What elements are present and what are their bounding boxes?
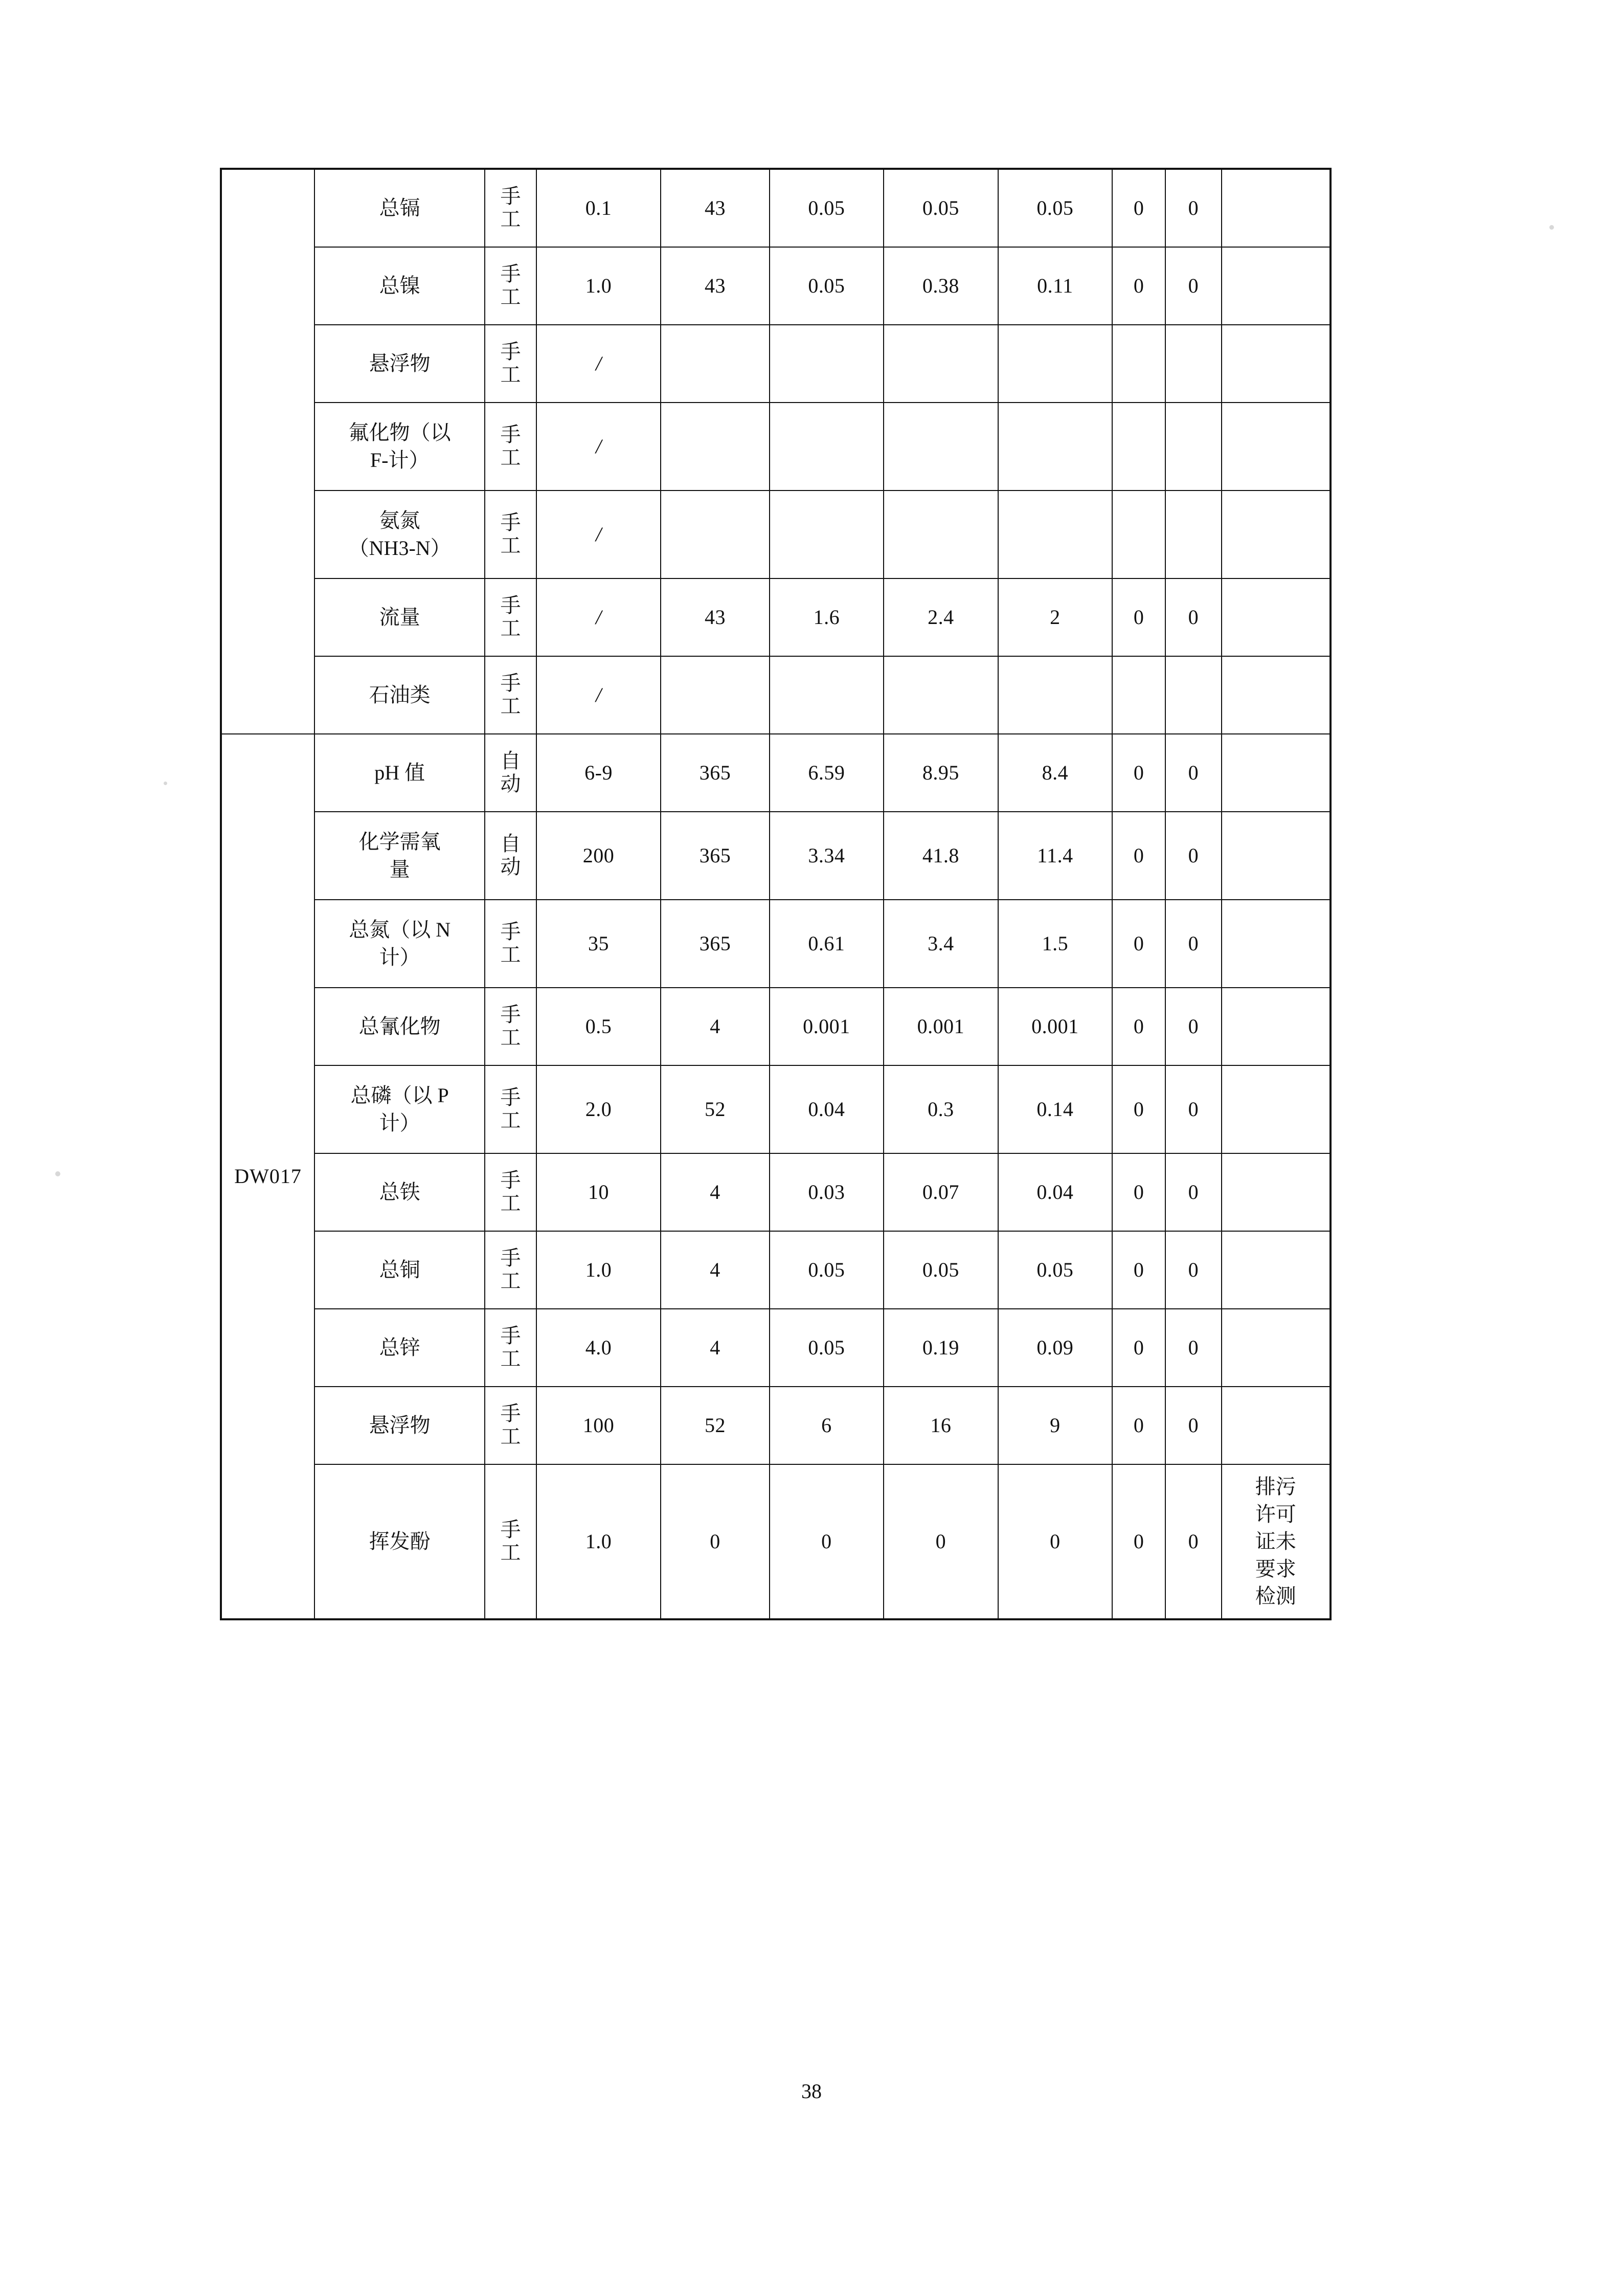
monitoring-results-table-wrapper <box>221 169 1331 1619</box>
min-value-cell: 6 <box>770 1387 884 1464</box>
remark-cell <box>1222 247 1330 325</box>
monitoring-method-cell <box>485 900 536 988</box>
monitoring-method-cell <box>485 734 536 812</box>
max-value-cell <box>884 403 998 491</box>
remark-cell <box>1222 1231 1330 1309</box>
max-value-cell: 8.95 <box>884 734 998 812</box>
monitoring-days-cell: 52 <box>661 1065 769 1153</box>
permit-limit-cell: 100 <box>536 1387 661 1464</box>
monitoring-days-cell <box>661 403 769 491</box>
pollutant-name-line: 计） <box>379 1111 420 1134</box>
monitoring-method-cell <box>485 1231 536 1309</box>
exceed-count-cell <box>1112 403 1165 491</box>
monitoring-method-cell <box>485 491 536 578</box>
table-row <box>221 1464 1330 1619</box>
remark-cell <box>1222 656 1330 734</box>
permit-limit-cell: / <box>536 403 661 491</box>
max-value-cell: 0.38 <box>884 247 998 325</box>
method-char: 手 <box>500 1003 521 1027</box>
table-row <box>221 247 1330 325</box>
monitoring-method-vertical-text <box>485 263 536 309</box>
exceed-rate-cell: 0 <box>1165 1464 1222 1619</box>
remark-line: 排污 <box>1255 1475 1296 1499</box>
pollutant-name-line: 总磷（以 P <box>350 1084 449 1107</box>
exceed-count-cell <box>1112 491 1165 578</box>
permit-limit-cell: / <box>536 491 661 578</box>
monitoring-method-cell <box>485 1387 536 1464</box>
min-value-cell: 0.05 <box>770 169 884 247</box>
pollutant-name-cell: 总锌 <box>314 1309 485 1387</box>
scan-speck <box>55 1171 60 1176</box>
method-char: 手 <box>500 1086 521 1109</box>
monitoring-days-cell: 4 <box>661 988 769 1065</box>
monitoring-method-vertical-text <box>485 1402 536 1448</box>
table-body <box>221 169 1330 1619</box>
min-value-cell: 0.05 <box>770 247 884 325</box>
table-row <box>221 656 1330 734</box>
pollutant-name-line: 量 <box>389 858 410 881</box>
remark-cell <box>1222 900 1330 988</box>
remark-cell <box>1222 403 1330 491</box>
exceed-rate-cell: 0 <box>1165 1387 1222 1464</box>
pollutant-name-cell: 石油类 <box>314 656 485 734</box>
monitoring-method-vertical-text <box>485 672 536 718</box>
remark-cell <box>1222 325 1330 403</box>
min-value-cell <box>770 491 884 578</box>
exceed-count-cell <box>1112 656 1165 734</box>
exceed-rate-cell <box>1165 403 1222 491</box>
table-row <box>221 1387 1330 1464</box>
min-value-cell: 0 <box>770 1464 884 1619</box>
pollutant-name-line: 氟化物（以 <box>348 421 451 444</box>
average-value-cell: 0.14 <box>998 1065 1113 1153</box>
monitoring-days-cell: 43 <box>661 247 769 325</box>
monitoring-days-cell: 52 <box>661 1387 769 1464</box>
remark-cell <box>1222 578 1330 656</box>
permit-limit-cell: / <box>536 656 661 734</box>
method-char: 手 <box>500 185 521 208</box>
monitoring-days-cell <box>661 491 769 578</box>
monitoring-method-vertical-text <box>485 185 536 231</box>
monitoring-method-cell <box>485 247 536 325</box>
method-char: 工 <box>500 285 521 308</box>
exceed-rate-cell <box>1165 491 1222 578</box>
page-number: 38 <box>801 2080 822 2103</box>
pollutant-name-cell: 流量 <box>314 578 485 656</box>
pollutant-name-cell: pH 值 <box>314 734 485 812</box>
method-char: 手 <box>500 423 521 447</box>
monitoring-days-cell: 365 <box>661 812 769 900</box>
table-row <box>221 578 1330 656</box>
method-char: 手 <box>500 594 521 617</box>
exceed-count-cell: 0 <box>1112 169 1165 247</box>
method-char: 工 <box>500 1347 521 1370</box>
exceed-count-cell: 0 <box>1112 578 1165 656</box>
remark-cell <box>1222 1309 1330 1387</box>
pollutant-name-cell: 总铜 <box>314 1231 485 1309</box>
monitoring-method-vertical-text <box>485 921 536 967</box>
permit-limit-cell: / <box>536 325 661 403</box>
pollutant-name-line: F-计） <box>370 449 430 472</box>
method-char: 工 <box>500 208 521 231</box>
min-value-cell: 0.001 <box>770 988 884 1065</box>
monitoring-method-vertical-text <box>485 1004 536 1050</box>
pollutant-name-cell <box>314 491 485 578</box>
method-char: 手 <box>500 262 521 286</box>
average-value-cell: 1.5 <box>998 900 1113 988</box>
exceed-count-cell: 0 <box>1112 1464 1165 1619</box>
max-value-cell: 0.19 <box>884 1309 998 1387</box>
max-value-cell: 16 <box>884 1387 998 1464</box>
monitoring-method-vertical-text <box>485 750 536 796</box>
exceed-rate-cell: 0 <box>1165 734 1222 812</box>
table-row <box>221 1153 1330 1231</box>
permit-limit-cell: 4.0 <box>536 1309 661 1387</box>
min-value-cell: 0.03 <box>770 1153 884 1231</box>
permit-limit-cell: / <box>536 578 661 656</box>
monitoring-method-cell <box>485 988 536 1065</box>
monitoring-days-cell: 4 <box>661 1231 769 1309</box>
exceed-rate-cell: 0 <box>1165 900 1222 988</box>
max-value-cell: 0.07 <box>884 1153 998 1231</box>
monitoring-method-vertical-text <box>485 1519 536 1565</box>
monitoring-days-cell <box>661 325 769 403</box>
exceed-rate-cell: 0 <box>1165 247 1222 325</box>
exceed-count-cell: 0 <box>1112 1153 1165 1231</box>
table-row <box>221 1231 1330 1309</box>
method-char: 工 <box>500 695 521 718</box>
remark-line: 检测 <box>1255 1585 1296 1608</box>
pollutant-name-cell: 挥发酚 <box>314 1464 485 1619</box>
monitoring-method-vertical-text <box>485 833 536 879</box>
method-char: 工 <box>500 943 521 966</box>
method-char: 工 <box>500 617 521 640</box>
method-char: 动 <box>500 855 521 878</box>
remark-cell <box>1222 1387 1330 1464</box>
exceed-count-cell: 0 <box>1112 1387 1165 1464</box>
method-char: 手 <box>500 920 521 944</box>
pollutant-name-cell: 总镉 <box>314 169 485 247</box>
monitoring-method-cell <box>485 1464 536 1619</box>
method-char: 工 <box>500 446 521 469</box>
exceed-rate-cell: 0 <box>1165 988 1222 1065</box>
max-value-cell: 3.4 <box>884 900 998 988</box>
remark-cell <box>1222 1065 1330 1153</box>
monitoring-results-table <box>221 169 1331 1619</box>
max-value-cell <box>884 491 998 578</box>
permit-limit-cell: 1.0 <box>536 1231 661 1309</box>
max-value-cell: 0 <box>884 1464 998 1619</box>
monitoring-method-vertical-text <box>485 1325 536 1371</box>
method-char: 工 <box>500 1541 521 1564</box>
exceed-count-cell: 0 <box>1112 1231 1165 1309</box>
average-value-cell: 2 <box>998 578 1113 656</box>
average-value-cell: 0 <box>998 1464 1113 1619</box>
remark-cell <box>1222 1153 1330 1231</box>
exceed-count-cell: 0 <box>1112 734 1165 812</box>
method-char: 手 <box>500 1518 521 1542</box>
method-char: 手 <box>500 672 521 695</box>
monitoring-days-cell: 4 <box>661 1153 769 1231</box>
average-value-cell <box>998 403 1113 491</box>
monitoring-method-cell <box>485 325 536 403</box>
average-value-cell: 0.001 <box>998 988 1113 1065</box>
monitoring-days-cell: 365 <box>661 900 769 988</box>
method-char: 工 <box>500 1192 521 1215</box>
outlet-code-cell: DW017 <box>221 734 314 1619</box>
pollutant-name-cell: 悬浮物 <box>314 1387 485 1464</box>
scan-speck <box>1549 225 1554 230</box>
exceed-rate-cell: 0 <box>1165 169 1222 247</box>
pollutant-name-cell: 悬浮物 <box>314 325 485 403</box>
monitoring-method-vertical-text <box>485 423 536 470</box>
table-row <box>221 988 1330 1065</box>
min-value-cell <box>770 656 884 734</box>
pollutant-name-cell: 总氰化物 <box>314 988 485 1065</box>
monitoring-method-cell <box>485 578 536 656</box>
monitoring-method-vertical-text <box>485 511 536 558</box>
pollutant-name-cell <box>314 1065 485 1153</box>
min-value-cell <box>770 403 884 491</box>
table-row <box>221 812 1330 900</box>
pollutant-name-line: 氨氮 <box>379 509 420 532</box>
exceed-rate-cell <box>1165 325 1222 403</box>
monitoring-method-vertical-text <box>485 1086 536 1132</box>
table-row <box>221 1309 1330 1387</box>
permit-limit-cell: 200 <box>536 812 661 900</box>
pollutant-name-cell: 总镍 <box>314 247 485 325</box>
monitoring-method-vertical-text <box>485 594 536 640</box>
permit-limit-cell: 0.5 <box>536 988 661 1065</box>
average-value-cell: 0.05 <box>998 169 1113 247</box>
average-value-cell: 11.4 <box>998 812 1113 900</box>
outlet-code-cell <box>221 169 314 734</box>
exceed-count-cell: 0 <box>1112 988 1165 1065</box>
method-char: 自 <box>500 832 521 856</box>
monitoring-days-cell: 43 <box>661 578 769 656</box>
permit-limit-cell: 6-9 <box>536 734 661 812</box>
max-value-cell: 2.4 <box>884 578 998 656</box>
max-value-cell: 0.05 <box>884 169 998 247</box>
min-value-cell: 0.05 <box>770 1309 884 1387</box>
average-value-cell <box>998 656 1113 734</box>
remark-cell <box>1222 1464 1330 1619</box>
method-char: 自 <box>500 749 521 773</box>
exceed-rate-cell: 0 <box>1165 1309 1222 1387</box>
average-value-cell <box>998 325 1113 403</box>
average-value-cell: 0.09 <box>998 1309 1113 1387</box>
table-row <box>221 491 1330 578</box>
method-char: 工 <box>500 1109 521 1132</box>
remark-cell <box>1222 734 1330 812</box>
exceed-rate-cell: 0 <box>1165 1231 1222 1309</box>
remark-cell <box>1222 812 1330 900</box>
monitoring-days-cell: 0 <box>661 1464 769 1619</box>
exceed-rate-cell: 0 <box>1165 1153 1222 1231</box>
method-char: 工 <box>500 1425 521 1448</box>
average-value-cell: 0.04 <box>998 1153 1113 1231</box>
monitoring-days-cell: 365 <box>661 734 769 812</box>
monitoring-method-cell <box>485 656 536 734</box>
method-char: 工 <box>500 1026 521 1049</box>
method-char: 动 <box>500 772 521 795</box>
table-row <box>221 734 1330 812</box>
method-char: 手 <box>500 1169 521 1192</box>
max-value-cell <box>884 325 998 403</box>
max-value-cell: 0.001 <box>884 988 998 1065</box>
min-value-cell: 0.05 <box>770 1231 884 1309</box>
exceed-rate-cell <box>1165 656 1222 734</box>
exceed-count-cell: 0 <box>1112 247 1165 325</box>
min-value-cell <box>770 325 884 403</box>
min-value-cell: 3.34 <box>770 812 884 900</box>
remark-cell <box>1222 169 1330 247</box>
max-value-cell: 0.05 <box>884 1231 998 1309</box>
monitoring-method-vertical-text <box>485 1169 536 1215</box>
monitoring-method-cell <box>485 169 536 247</box>
min-value-cell: 1.6 <box>770 578 884 656</box>
pollutant-name-line: 化学需氧 <box>358 830 441 854</box>
monitoring-method-vertical-text <box>485 341 536 387</box>
pollutant-name-line: 总氮（以 N <box>349 918 451 942</box>
permit-limit-cell: 1.0 <box>536 247 661 325</box>
permit-limit-cell: 1.0 <box>536 1464 661 1619</box>
remark-line: 要求 <box>1255 1557 1296 1580</box>
pollutant-name-cell <box>314 900 485 988</box>
monitoring-method-cell <box>485 1065 536 1153</box>
permit-limit-cell: 35 <box>536 900 661 988</box>
remark-cell <box>1222 491 1330 578</box>
exceed-count-cell <box>1112 325 1165 403</box>
average-value-cell: 9 <box>998 1387 1113 1464</box>
monitoring-days-cell: 4 <box>661 1309 769 1387</box>
remark-cell <box>1222 988 1330 1065</box>
method-char: 工 <box>500 1269 521 1292</box>
max-value-cell <box>884 656 998 734</box>
exceed-count-cell: 0 <box>1112 1065 1165 1153</box>
monitoring-days-cell: 43 <box>661 169 769 247</box>
remark-line: 许可 <box>1255 1502 1296 1526</box>
exceed-rate-cell: 0 <box>1165 812 1222 900</box>
method-char: 工 <box>500 534 521 557</box>
scan-speck <box>164 782 167 785</box>
average-value-cell: 8.4 <box>998 734 1113 812</box>
average-value-cell: 0.05 <box>998 1231 1113 1309</box>
min-value-cell: 0.04 <box>770 1065 884 1153</box>
pollutant-name-cell <box>314 403 485 491</box>
remark-line: 证未 <box>1255 1530 1296 1553</box>
table-row <box>221 403 1330 491</box>
method-char: 手 <box>500 340 521 364</box>
monitoring-method-vertical-text <box>485 1247 536 1293</box>
pollutant-name-line: 计） <box>379 946 420 969</box>
max-value-cell: 41.8 <box>884 812 998 900</box>
monitoring-method-cell <box>485 812 536 900</box>
method-char: 工 <box>500 363 521 386</box>
max-value-cell: 0.3 <box>884 1065 998 1153</box>
method-char: 手 <box>500 1246 521 1270</box>
average-value-cell: 0.11 <box>998 247 1113 325</box>
exceed-rate-cell: 0 <box>1165 578 1222 656</box>
permit-limit-cell: 10 <box>536 1153 661 1231</box>
method-char: 手 <box>500 1324 521 1348</box>
table-row <box>221 1065 1330 1153</box>
pollutant-name-cell <box>314 812 485 900</box>
exceed-count-cell: 0 <box>1112 1309 1165 1387</box>
monitoring-method-cell <box>485 1309 536 1387</box>
pollutant-name-line: （NH3-N） <box>348 537 451 560</box>
permit-limit-cell: 2.0 <box>536 1065 661 1153</box>
exceed-count-cell: 0 <box>1112 900 1165 988</box>
method-char: 手 <box>500 1402 521 1425</box>
permit-limit-cell: 0.1 <box>536 169 661 247</box>
exceed-count-cell: 0 <box>1112 812 1165 900</box>
min-value-cell: 0.61 <box>770 900 884 988</box>
table-row <box>221 169 1330 247</box>
monitoring-days-cell <box>661 656 769 734</box>
monitoring-method-cell <box>485 403 536 491</box>
min-value-cell: 6.59 <box>770 734 884 812</box>
method-char: 手 <box>500 511 521 534</box>
monitoring-method-cell <box>485 1153 536 1231</box>
table-row <box>221 900 1330 988</box>
average-value-cell <box>998 491 1113 578</box>
pollutant-name-cell: 总铁 <box>314 1153 485 1231</box>
table-row <box>221 325 1330 403</box>
exceed-rate-cell: 0 <box>1165 1065 1222 1153</box>
